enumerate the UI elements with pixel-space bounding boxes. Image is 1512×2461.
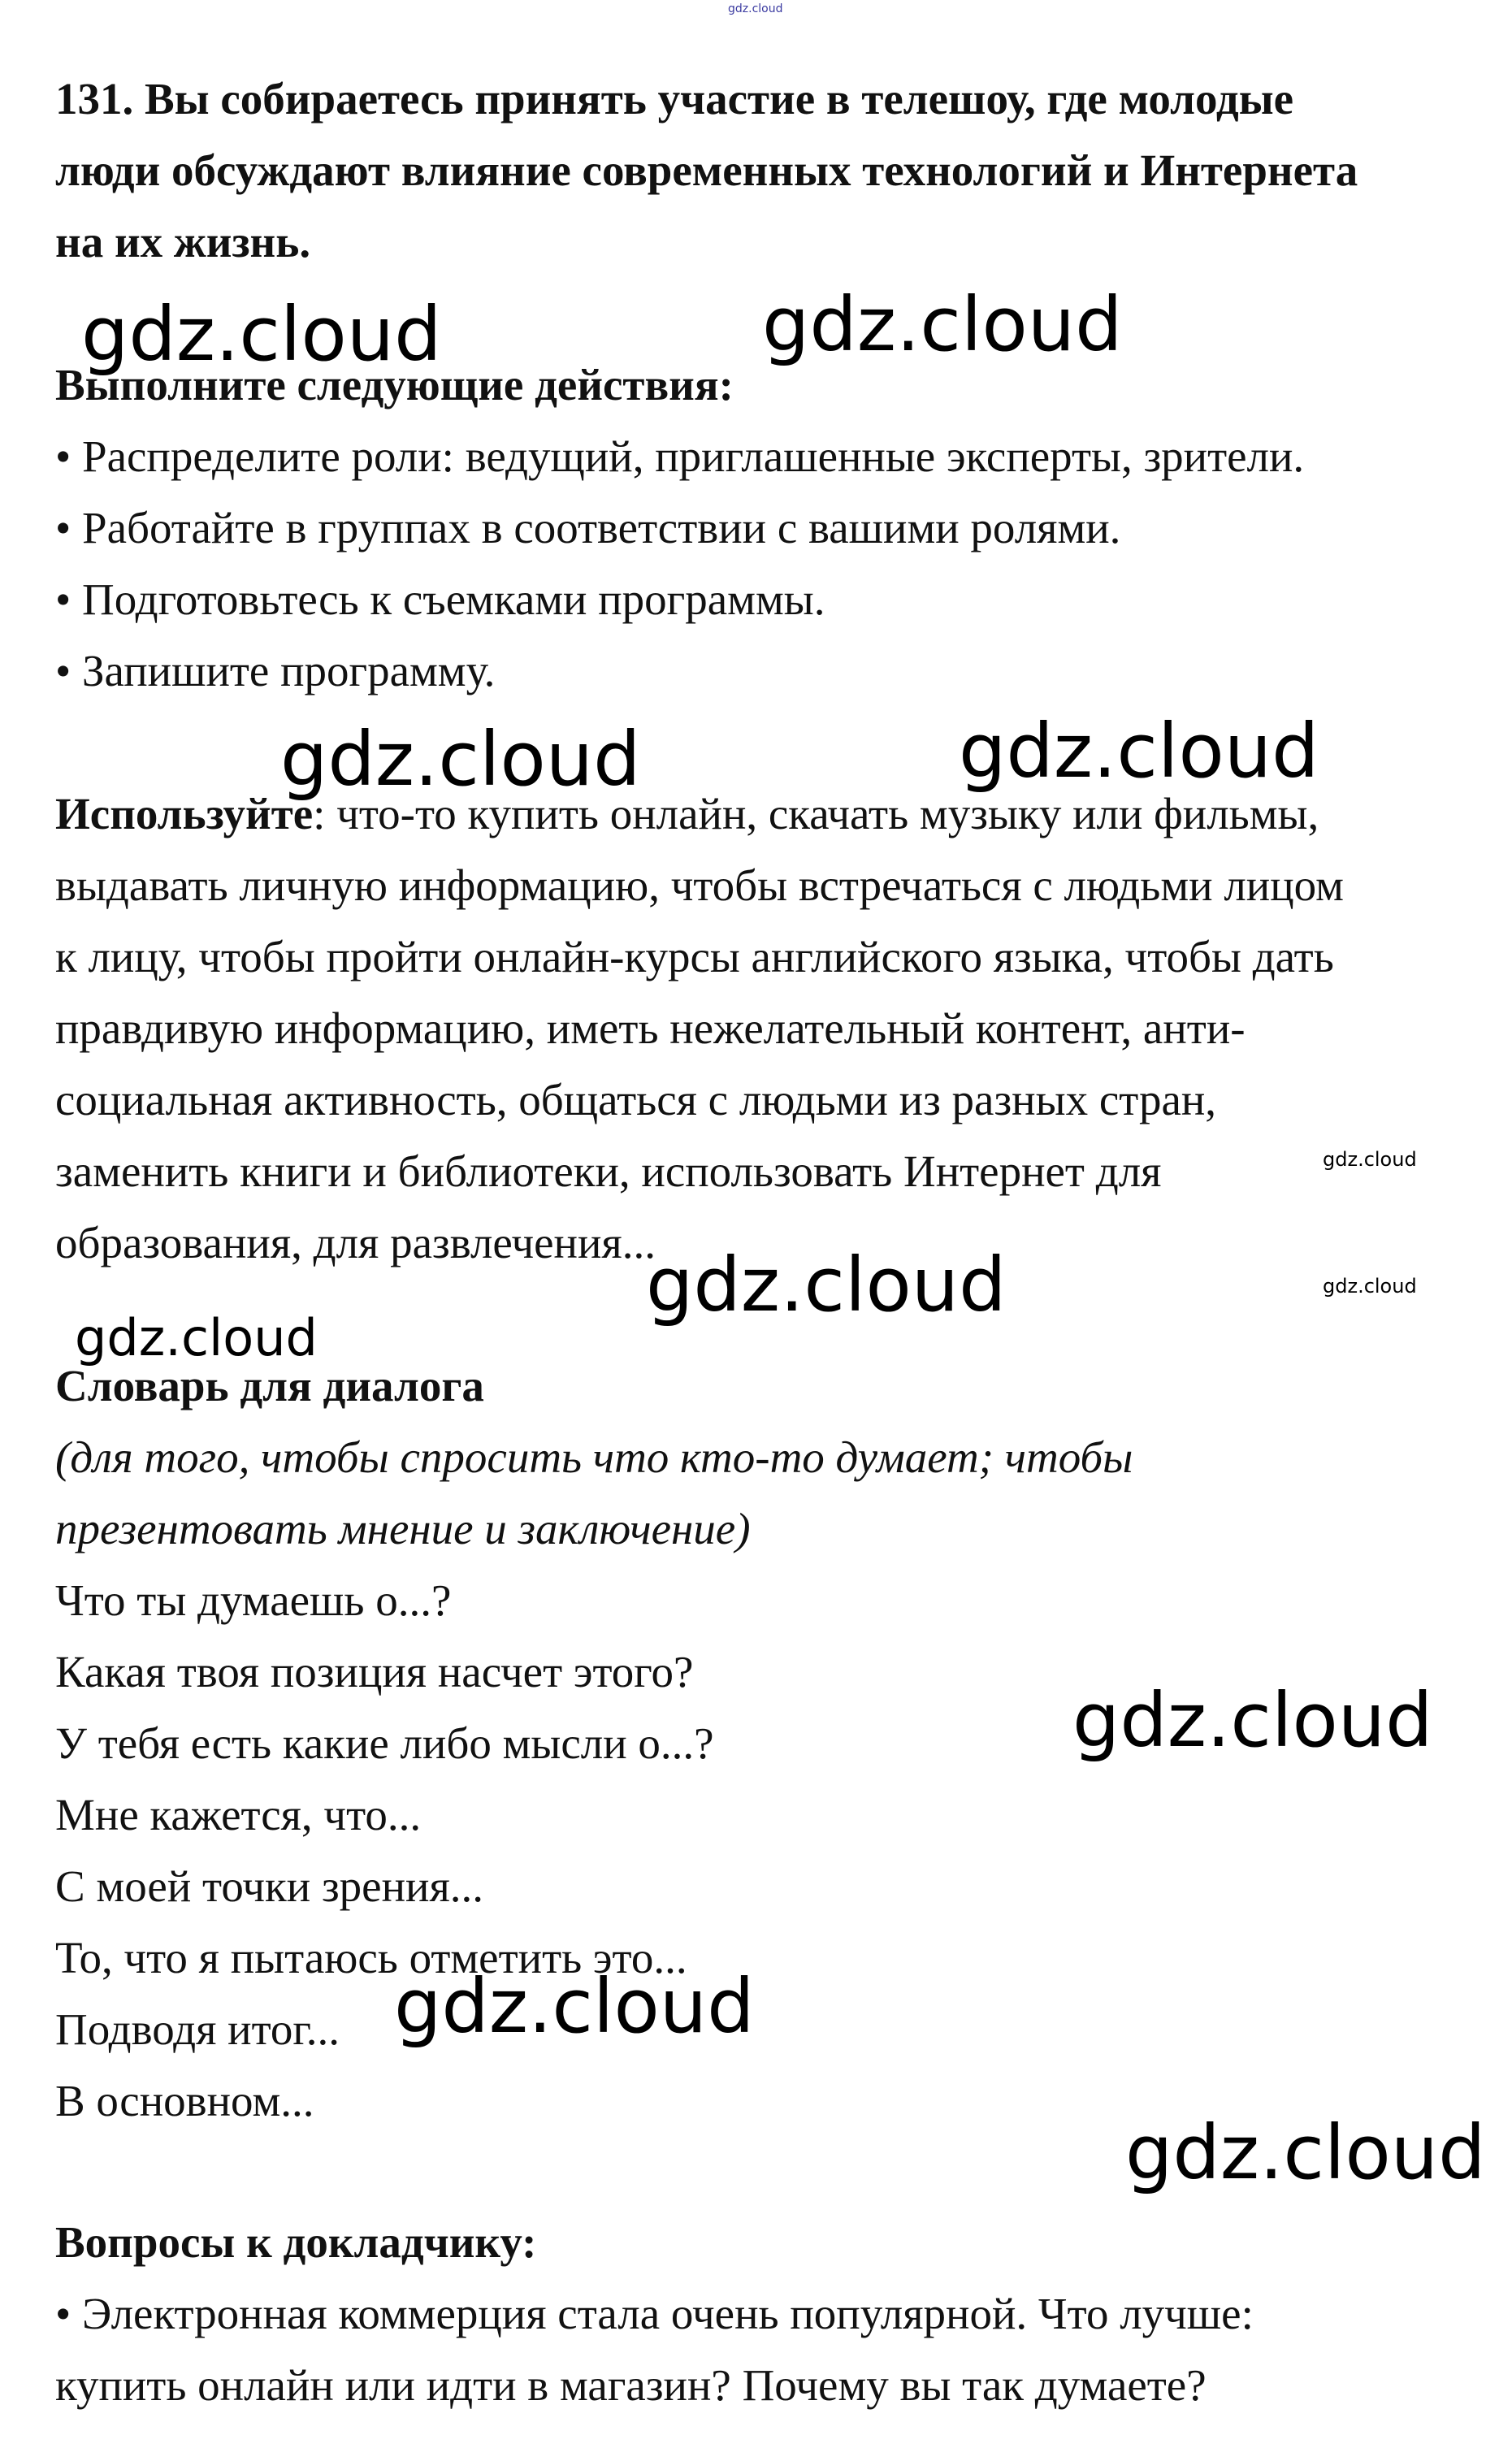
- watermark: gdz.cloud: [959, 708, 1319, 795]
- watermark-top: gdz.cloud: [728, 2, 783, 15]
- questions-heading: Вопросы к докладчику:: [55, 2217, 537, 2267]
- vocab-phrase: В основном...: [55, 2076, 314, 2125]
- use-line: образования, для развлечения...: [55, 1218, 656, 1267]
- watermark: gdz.cloud: [1072, 1677, 1433, 1764]
- vocab-heading: Словарь для диалога: [55, 1361, 484, 1410]
- watermark: gdz.cloud: [762, 281, 1123, 368]
- vocab-phrase: Подводя итог...: [55, 2004, 340, 2054]
- actions-item: • Распределите роли: ведущий, приглашенные эксперты, зрители.: [55, 431, 1305, 481]
- watermark: gdz.cloud: [646, 1241, 1007, 1328]
- use-line: к лицу, чтобы пройти онлайн-курсы английского языка, чтобы дать: [55, 932, 1334, 981]
- use-label: Используйте: [55, 789, 314, 838]
- use-line: правдивую информацию, иметь нежелательный контент, анти-: [55, 1003, 1246, 1053]
- vocab-phrase: С моей точки зрения...: [55, 1861, 484, 1911]
- use-line: социальная активность, общаться с людьми из разных стран,: [55, 1075, 1217, 1124]
- actions-item: • Работайте в группах в соответствии с вашими ролями.: [55, 503, 1121, 552]
- task-title-line-2: люди обсуждают влияние современных технологий и Интернета: [55, 145, 1358, 195]
- watermark: gdz.cloud: [81, 291, 442, 378]
- task-title-line-3: на их жизнь.: [55, 217, 311, 266]
- watermark: gdz.cloud: [280, 716, 641, 803]
- watermark: gdz.cloud: [394, 1963, 755, 2050]
- vocab-note-line: (для того, чтобы спросить что кто-то думает; чтобы: [55, 1432, 1133, 1482]
- watermark: gdz.cloud: [75, 1308, 318, 1367]
- vocab-phrase: Что ты думаешь о...?: [55, 1575, 452, 1625]
- actions-item: • Запишите программу.: [55, 646, 496, 695]
- actions-heading: Выполните следующие действия:: [55, 360, 734, 409]
- vocab-phrase: Мне кажется, что...: [55, 1790, 422, 1839]
- vocab-note-line: презентовать мнение и заключение): [55, 1504, 751, 1553]
- watermark: gdz.cloud: [1125, 2109, 1486, 2196]
- actions-item: • Подготовьтесь к съемками программы.: [55, 574, 825, 624]
- watermark-small: gdz.cloud: [1323, 1275, 1417, 1298]
- use-line-1: [55, 778, 1319, 850]
- questions-line: купить онлайн или идти в магазин? Почему вы так думаете?: [55, 2360, 1207, 2410]
- vocab-phrase: У тебя есть какие либо мысли о...?: [55, 1718, 714, 1768]
- use-line: заменить книги и библиотеки, использовать Интернет для: [55, 1146, 1162, 1196]
- vocab-phrase: То, что я пытаюсь отметить это...: [55, 1933, 687, 1982]
- task-title-line-1: 131. Вы собираетесь принять участие в телешоу, где молодые: [55, 74, 1294, 123]
- vocab-phrase: Какая твоя позиция насчет этого?: [55, 1647, 694, 1696]
- watermark-small: gdz.cloud: [1323, 1148, 1417, 1171]
- questions-line: • Электронная коммерция стала очень популярной. Что лучше:: [55, 2289, 1254, 2338]
- use-line: выдавать личную информацию, чтобы встречаться с людьми лицом: [55, 860, 1344, 910]
- use-line-1-text: : что-то купить онлайн, скачать музыку или фильмы,: [313, 789, 1319, 838]
